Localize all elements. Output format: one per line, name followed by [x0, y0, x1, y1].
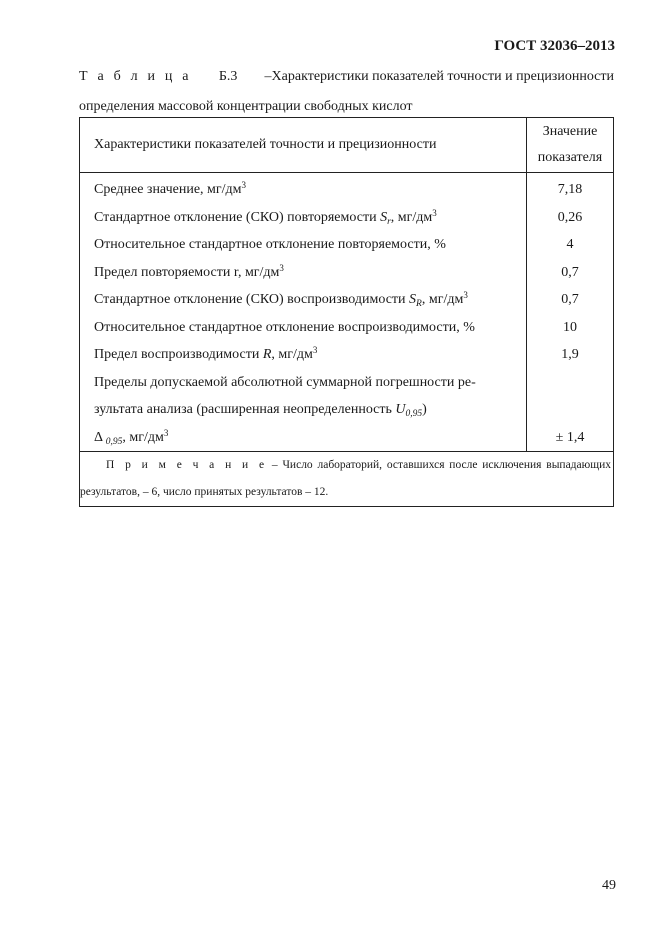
row-value: 10 — [527, 314, 614, 342]
table-note-row — [80, 452, 614, 507]
caption-label: Т а б л и ц а — [79, 69, 192, 84]
note-text: – Число лабораторий, оставшихся после исключения выпадающих результатов, – 6, число принятых результатов – 12. — [80, 459, 611, 498]
row-label: Δ $_{0,95}$, $мг/дм^3$ — [80, 424, 527, 452]
caption-title-part1: –Характеристики показателей точности и прецизионности — [264, 69, 614, 84]
note-lead: П р и м е ч а н и е — [106, 459, 268, 471]
row-value: 0,26 — [527, 204, 614, 232]
table-caption — [79, 62, 614, 122]
row-label: Стандартное отклонение (СКО) повторяемости $S_r$, $мг/дм^3$ — [80, 204, 527, 232]
row-label: Пределы допускаемой абсолютной суммарной погрешности ре- — [80, 369, 527, 397]
header-characteristic: Характеристики показателей точности и прецизионности — [80, 118, 527, 173]
table-row — [80, 369, 614, 397]
row-value: 0,7 — [527, 259, 614, 287]
caption-title-part2: определения массовой концентрации свободных кислот — [79, 99, 413, 114]
row-value: 7,18 — [527, 173, 614, 204]
row-value: 0,7 — [527, 286, 614, 314]
row-label: Стандартное отклонение (СКО) воспроизводимости $S_R$, $мг/дм^3$ — [80, 286, 527, 314]
table-row — [80, 286, 614, 314]
row-value: 1,9 — [527, 341, 614, 369]
table-row — [80, 231, 614, 259]
row-value: 4 — [527, 231, 614, 259]
table-row — [80, 204, 614, 232]
precision-table — [79, 117, 614, 507]
table-header-row — [80, 118, 614, 173]
row-label: зультата анализа (расширенная неопределенность $U_{0,95}$) — [80, 396, 527, 424]
row-label: Среднее значение, $мг/дм^3$ — [80, 173, 527, 204]
table-row — [80, 424, 614, 452]
row-label: Предел повторяемости r, $мг/дм^3$ — [80, 259, 527, 287]
table-row — [80, 314, 614, 342]
header-value-line1: Значение — [542, 124, 598, 139]
table-row — [80, 259, 614, 287]
header-value-line2: показателя — [537, 150, 603, 165]
table-row — [80, 396, 614, 424]
table-row — [80, 341, 614, 369]
header-value — [527, 118, 614, 173]
standard-id: ГОСТ 32036–2013 — [494, 38, 615, 54]
page-number: 49 — [602, 878, 616, 893]
row-label: Предел воспроизводимости R, $мг/дм^3$ — [80, 341, 527, 369]
row-value: ± 1,4 — [527, 424, 614, 452]
table-row — [80, 173, 614, 204]
row-label: Относительное стандартное отклонение повторяемости, % — [80, 231, 527, 259]
row-label: Относительное стандартное отклонение воспроизводимости, % — [80, 314, 527, 342]
table-note — [80, 452, 614, 507]
caption-number: Б.3 — [218, 69, 238, 84]
